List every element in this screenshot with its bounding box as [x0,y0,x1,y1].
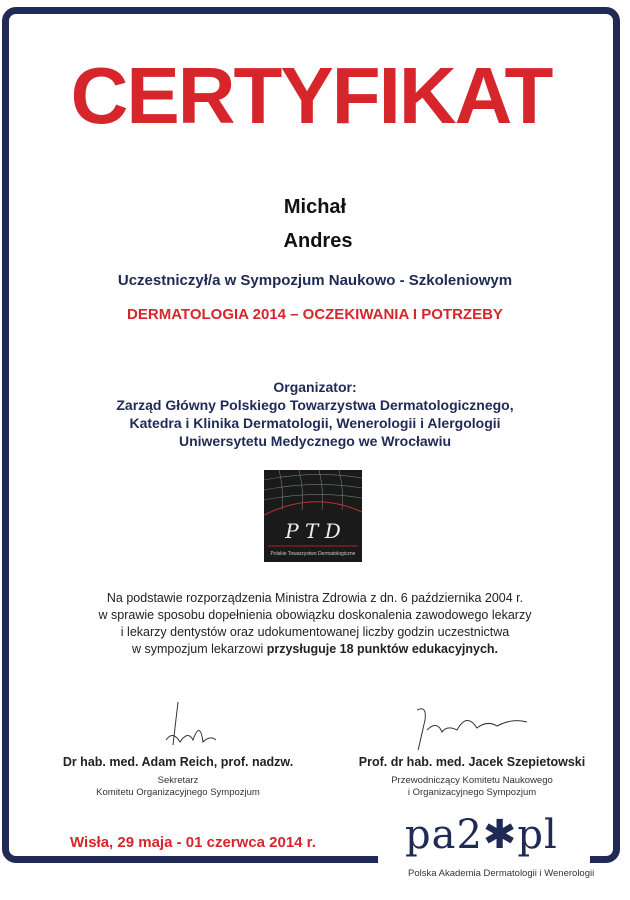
legal-line: w sprawie sposobu dopełnienia obowiązku doskonalenia zawodowego lekarzy [98,608,532,622]
organizer-label: Organizator: [273,379,357,395]
signatory-name: Prof. dr hab. med. Jacek Szepietowski [358,755,586,769]
ptd-logo [264,470,362,562]
signature-block-szepietowski [322,700,622,799]
legal-line: Na podstawie rozporządzenia Ministra Zdrowia z dn. 6 października 2004 r. [106,591,524,605]
legal-line: i lekarzy dentystów oraz udokumentowanej liczby godzin uczestnictwa [120,625,510,639]
signature-block-reich [28,700,328,799]
pa2pl-logo: pa2✱pl [405,812,558,858]
signature-reich [118,700,238,750]
legal-line: w sympozjum lekarzowi [131,642,267,656]
signatory-role: Przewodniczący Komitetu Naukowego [391,775,553,786]
signature-szepietowski [387,700,557,750]
pa2pl-caption: Polska Akademia Dermatologii i Wenerologii [408,868,595,879]
date-place: Wisła, 29 maja - 01 czerwca 2014 r. [70,834,316,851]
event-name: DERMATOLOGIA 2014 – OCZEKIWANIA I POTRZEBY [127,306,503,323]
ptd-letters: P T D [285,519,341,543]
organizer-line: Katedra i Klinika Dermatologii, Wenerologii i Alergologii [129,415,501,431]
organizer-line: Uniwersytetu Medycznego we Wrocławiu [178,433,452,449]
certificate-title: CERTYFIKAT [70,51,552,140]
legal-text [0,590,630,658]
ptd-caption: Polskie Towarzystwo Dermatologiczne [270,551,356,557]
points-text: przysługuje 18 punktów edukacyjnych. [266,642,499,656]
first-name: Michał [283,196,347,218]
organizer-line: Zarząd Główny Polskiego Towarzystwa Dermatologicznego, [116,397,514,413]
last-name: Andres [283,230,353,252]
signatory-role: Komitetu Organizacyjnego Sympozjum [96,787,260,798]
participation-text: Uczestniczył/a w Sympozjum Naukowo - Szkoleniowym [117,272,513,289]
signatory-role: Sekretarz [157,775,199,786]
signatory-name: Dr hab. med. Adam Reich, prof. nadzw. [62,755,294,769]
organizer-block [0,378,630,450]
signatory-role: i Organizacyjnego Sympozjum [407,787,537,798]
